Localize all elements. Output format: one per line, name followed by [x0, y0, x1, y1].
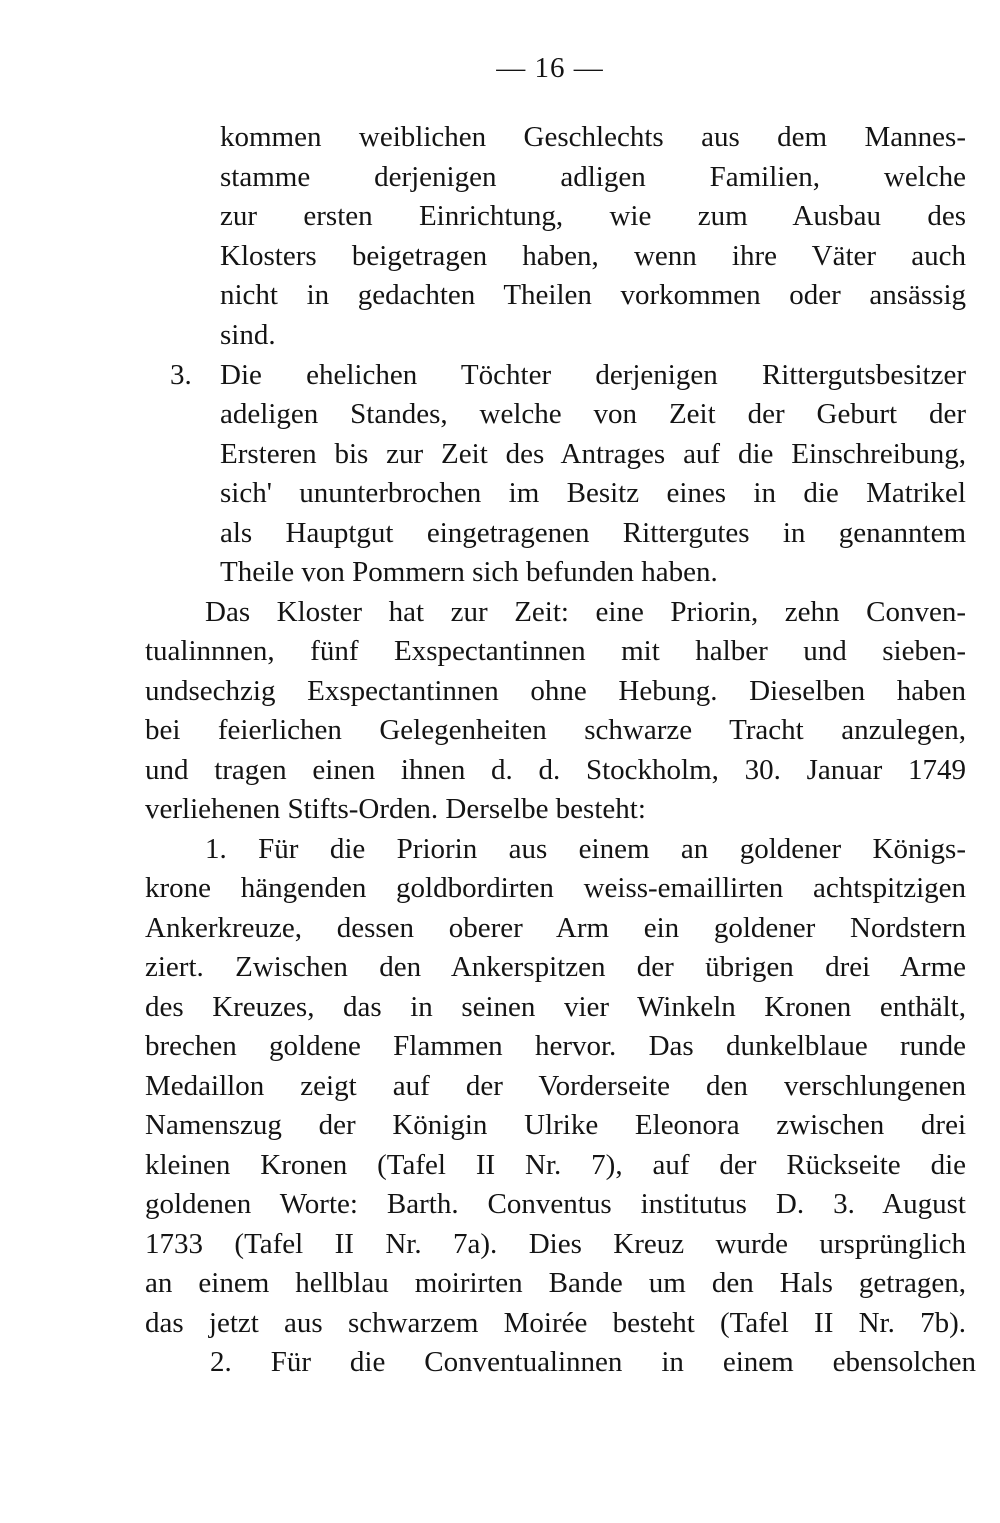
text-line: 1. Für die Priorin aus einem an goldener Königs-: [205, 833, 966, 865]
text-line: an einem hellblau moirirten Bande um den Hals getragen,: [145, 1267, 966, 1299]
text-line: das jetzt aus schwarzem Moirée besteht (Tafel II Nr. 7b).: [145, 1307, 966, 1339]
text-line: bei feierlichen Gelegenheiten schwarze Tracht anzulegen,: [145, 714, 966, 746]
item-number: 3.: [170, 359, 192, 391]
text-line: 1733 (Tafel II Nr. 7a). Dies Kreuz wurde ursprünglich: [145, 1228, 966, 1260]
text-line: verliehenen Stifts-Orden. Derselbe besteht:: [145, 793, 646, 825]
text-line: kommen weiblichen Geschlechts aus dem Mannes-: [220, 121, 966, 153]
text-line: 2. Für die Conventualinnen in einem ebensolchen: [210, 1346, 976, 1378]
text-line: Theile von Pommern sich befunden haben.: [220, 556, 718, 588]
text-line: und tragen einen ihnen d. d. Stockholm, 30. Januar 1749: [145, 754, 966, 786]
page-number: — 16 —: [496, 52, 604, 84]
text-line: kleinen Kronen (Tafel II Nr. 7), auf der Rückseite die: [145, 1149, 966, 1181]
text-line: ziert. Zwischen den Ankerspitzen der übrigen drei Arme: [145, 951, 966, 983]
text-line: stamme derjenigen adligen Familien, welche: [220, 161, 966, 193]
text-line: Namenszug der Königin Ulrike Eleonora zwischen drei: [145, 1109, 966, 1141]
text-line: als Hauptgut eingetragenen Rittergutes in genanntem: [220, 517, 966, 549]
text-line: Ersteren bis zur Zeit des Antrages auf die Einschreibung,: [220, 438, 966, 470]
text-line: adeligen Standes, welche von Zeit der Geburt der: [220, 398, 966, 430]
text-line: undsechzig Exspectantinnen ohne Hebung. Dieselben haben: [145, 675, 966, 707]
text-line: krone hängenden goldbordirten weiss-emaillirten achtspitzigen: [145, 872, 966, 904]
text-line: sind.: [220, 319, 276, 351]
text-line: goldenen Worte: Barth. Conventus institutus D. 3. August: [145, 1188, 966, 1220]
text-line: Die ehelichen Töchter derjenigen Rittergutsbesitzer: [220, 359, 966, 391]
text-line: sich' ununterbrochen im Besitz eines in die Matrikel: [220, 477, 966, 509]
text-line: Ankerkreuze, dessen oberer Arm ein goldener Nordstern: [145, 912, 966, 944]
text-line: des Kreuzes, das in seinen vier Winkeln Kronen enthält,: [145, 991, 966, 1023]
text-line: Klosters beigetragen haben, wenn ihre Väter auch: [220, 240, 966, 272]
text-line: nicht in gedachten Theilen vorkommen oder ansässig: [220, 279, 966, 311]
text-line: brechen goldene Flammen hervor. Das dunkelblaue runde: [145, 1030, 966, 1062]
text-line: Das Kloster hat zur Zeit: eine Priorin, zehn Conven-: [205, 596, 966, 628]
text-line: Medaillon zeigt auf der Vorderseite den verschlungenen: [145, 1070, 966, 1102]
text-line: zur ersten Einrichtung, wie zum Ausbau des: [220, 200, 966, 232]
text-line: tualinnnen, fünf Exspectantinnen mit halber und sieben-: [145, 635, 966, 667]
